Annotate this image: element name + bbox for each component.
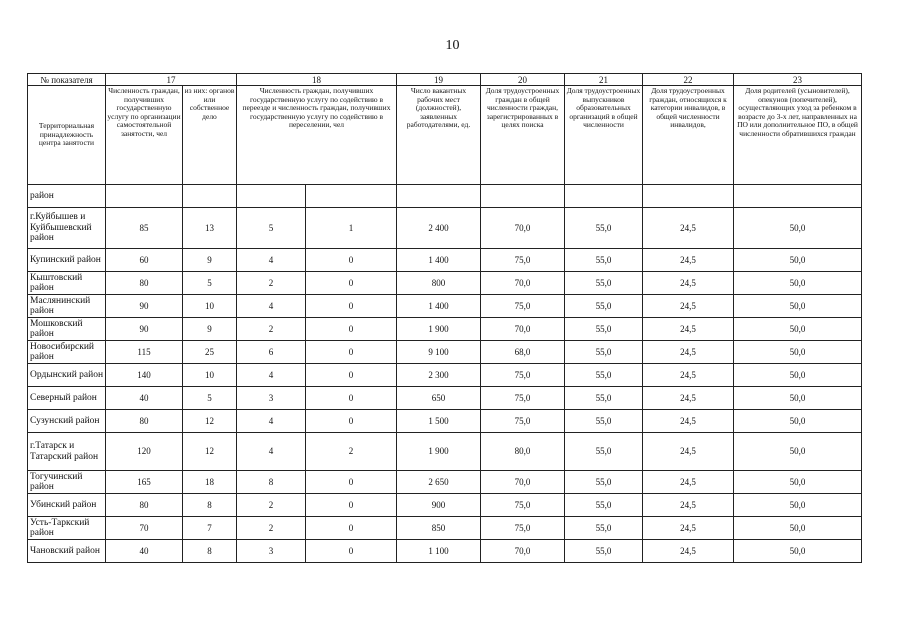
cell-col23: 50,0 [734,364,862,387]
cell-col18b: 0 [306,295,397,318]
cell-col20: 75,0 [481,517,565,540]
cell-col21: 55,0 [565,208,643,249]
empty-cell [397,185,481,208]
table-row [28,318,862,341]
territory-name: Новосибирский район [28,341,106,364]
col23-header [734,86,862,185]
cell-col20: 68,0 [481,341,565,364]
cell-col18a: 6 [237,341,306,364]
territory-name: Сузунский район [28,410,106,433]
cell-col18a: 4 [237,410,306,433]
cell-col23: 50,0 [734,517,862,540]
cell-col17: 90 [106,318,183,341]
table-row [28,272,862,295]
table-row [28,208,862,249]
empty-cell [643,185,734,208]
cell-col21: 55,0 [565,471,643,494]
cell-col23: 50,0 [734,471,862,494]
col18-header-text: Численность граждан, получивших государственную услугу по содействию в переезде и численность граждан, получивших государственную услугу по содействию в переселении, чел [242,86,391,130]
col-number-22: 22 [643,74,734,86]
cell-col18a: 4 [237,433,306,471]
cell-col19: 1 400 [397,249,481,272]
cell-col18a: 5 [237,208,306,249]
col23-header-text: Доля родителей (усыновителей), опекунов (попечителей), осуществляющих уход за ребенком в возрасте до 3-х лет, направленных на ПО или дополнительное ПО, в общей численности обратившихся граждан [737,86,858,138]
empty-cell [237,185,306,208]
cell-col21: 55,0 [565,249,643,272]
col-number-19: 19 [397,74,481,86]
cell-col23: 50,0 [734,433,862,471]
cell-col17: 80 [106,494,183,517]
cell-col17b: 12 [183,410,237,433]
table-row [28,364,862,387]
cell-col22: 24,5 [643,410,734,433]
col-number-23: 23 [734,74,862,86]
territory-name: Купинский район [28,249,106,272]
cell-col17: 165 [106,471,183,494]
cell-col18a: 4 [237,364,306,387]
territory-name: г.Татарск и Татарский район [28,433,106,471]
territory-name: Северный район [28,387,106,410]
col18-header [237,86,397,185]
territory-name: Мошковский район [28,318,106,341]
cell-col18b: 0 [306,494,397,517]
cell-col23: 50,0 [734,387,862,410]
cell-col17b: 9 [183,318,237,341]
table-row [28,249,862,272]
cell-col17: 40 [106,387,183,410]
cell-col21: 55,0 [565,494,643,517]
cell-col17b: 18 [183,471,237,494]
cell-col21: 55,0 [565,433,643,471]
table-row [28,341,862,364]
cell-col17: 70 [106,517,183,540]
cell-col21: 55,0 [565,364,643,387]
cell-col22: 24,5 [643,364,734,387]
cell-col17b: 5 [183,387,237,410]
cell-col20: 70,0 [481,318,565,341]
cell-col21: 55,0 [565,295,643,318]
cell-col22: 24,5 [643,341,734,364]
col22-header [643,86,734,185]
cell-col21: 55,0 [565,318,643,341]
cell-col18a: 3 [237,540,306,563]
header-row [28,86,862,185]
table-row [28,433,862,471]
cell-col22: 24,5 [643,208,734,249]
table-row [28,494,862,517]
col17b-header [183,86,237,185]
cell-col22: 24,5 [643,272,734,295]
territory-name: Чановский район [28,540,106,563]
cell-col17b: 5 [183,272,237,295]
col22-header-text: Доля трудоустроенных граждан, относящихся к категории инвалидов, в общей численности инвалидов, [649,86,727,130]
continuation-label: район [28,185,106,208]
cell-col21: 55,0 [565,517,643,540]
column-index-row [28,74,862,86]
territory-name: Убинский район [28,494,106,517]
indicator-label: № показателя [28,74,106,86]
cell-col17: 115 [106,341,183,364]
cell-col18b: 0 [306,387,397,410]
cell-col23: 50,0 [734,249,862,272]
territory-name: Тогучинский район [28,471,106,494]
table-row [28,387,862,410]
cell-col18b: 0 [306,249,397,272]
table-row [28,517,862,540]
cell-col19: 9 100 [397,341,481,364]
cell-col22: 24,5 [643,494,734,517]
cell-col23: 50,0 [734,540,862,563]
cell-col17b: 25 [183,341,237,364]
empty-cell [481,185,565,208]
territory-name: Усть-Таркский район [28,517,106,540]
cell-col21: 55,0 [565,341,643,364]
cell-col18a: 4 [237,249,306,272]
cell-col23: 50,0 [734,208,862,249]
cell-col18b: 0 [306,471,397,494]
cell-col18a: 2 [237,517,306,540]
col-number-21: 21 [565,74,643,86]
cell-col19: 1 100 [397,540,481,563]
col21-header-text: Доля трудоустроенных выпускников образовательных организаций в общей численности [566,86,641,130]
col17-header [106,86,183,185]
cell-col18a: 8 [237,471,306,494]
cell-col23: 50,0 [734,272,862,295]
cell-col20: 75,0 [481,494,565,517]
cell-col17: 40 [106,540,183,563]
cell-col19: 2 650 [397,471,481,494]
cell-col17: 120 [106,433,183,471]
empty-cell [734,185,862,208]
cell-col17b: 9 [183,249,237,272]
territory-name: г.Куйбышев и Куйбышевский район [28,208,106,249]
empty-cell [306,185,397,208]
cell-col18b: 0 [306,517,397,540]
territory-name: Кыштовский район [28,272,106,295]
page-number: 10 [445,38,460,53]
col-number-20: 20 [481,74,565,86]
territory-header: Территориальная принадлежность центра занятости [28,86,106,185]
col-number-17: 17 [106,74,237,86]
cell-col23: 50,0 [734,341,862,364]
cell-col18b: 1 [306,208,397,249]
cell-col17b: 7 [183,517,237,540]
cell-col17: 80 [106,272,183,295]
cell-col18b: 0 [306,540,397,563]
cell-col17b: 10 [183,364,237,387]
cell-col19: 1 500 [397,410,481,433]
table-row [28,410,862,433]
cell-col17: 60 [106,249,183,272]
empty-cell [565,185,643,208]
cell-col23: 50,0 [734,295,862,318]
table-row [28,471,862,494]
cell-col22: 24,5 [643,295,734,318]
cell-col23: 50,0 [734,410,862,433]
col17-header-text: Численность граждан, получивших государственную услугу по организации самостоятельной занятости, чел [107,86,181,138]
cell-col18a: 2 [237,318,306,341]
cell-col20: 75,0 [481,387,565,410]
cell-col18b: 0 [306,410,397,433]
cell-col21: 55,0 [565,387,643,410]
cell-col22: 24,5 [643,433,734,471]
territory-name: Ордынский район [28,364,106,387]
cell-col21: 55,0 [565,272,643,295]
cell-col20: 75,0 [481,364,565,387]
cell-col22: 24,5 [643,387,734,410]
cell-col19: 850 [397,517,481,540]
cell-col21: 55,0 [565,410,643,433]
cell-col19: 2 300 [397,364,481,387]
col21-header [565,86,643,185]
cell-col20: 75,0 [481,249,565,272]
cell-col18a: 3 [237,387,306,410]
cell-col17b: 13 [183,208,237,249]
territory-name: Маслянинский район [28,295,106,318]
col20-header [481,86,565,185]
cell-col19: 2 400 [397,208,481,249]
cell-col20: 75,0 [481,295,565,318]
cell-col17b: 8 [183,540,237,563]
col-number-18: 18 [237,74,397,86]
empty-cell [106,185,183,208]
col19-header [397,86,481,185]
cell-col18b: 0 [306,364,397,387]
table-row [28,295,862,318]
col17b-header-text: из них: органов или собственное дело [184,86,235,121]
cell-col17b: 8 [183,494,237,517]
table-row [28,540,862,563]
cell-col19: 1 400 [397,295,481,318]
cell-col19: 1 900 [397,433,481,471]
cell-col18a: 2 [237,494,306,517]
cell-col23: 50,0 [734,318,862,341]
cell-col18a: 2 [237,272,306,295]
cell-col18b: 0 [306,318,397,341]
continuation-row [28,185,862,208]
cell-col18b: 0 [306,272,397,295]
cell-col23: 50,0 [734,494,862,517]
cell-col20: 70,0 [481,272,565,295]
empty-cell [183,185,237,208]
cell-col19: 900 [397,494,481,517]
cell-col22: 24,5 [643,318,734,341]
cell-col17b: 12 [183,433,237,471]
cell-col17: 90 [106,295,183,318]
col19-header-text: Число вакантных рабочих мест (должностей), заявленных работодателями, ед. [406,86,471,130]
cell-col20: 75,0 [481,410,565,433]
cell-col17: 85 [106,208,183,249]
statistics-table [27,73,862,563]
cell-col20: 70,0 [481,471,565,494]
cell-col20: 80,0 [481,433,565,471]
cell-col19: 1 900 [397,318,481,341]
cell-col17: 80 [106,410,183,433]
cell-col20: 70,0 [481,540,565,563]
cell-col18a: 4 [237,295,306,318]
cell-col18b: 0 [306,341,397,364]
cell-col19: 650 [397,387,481,410]
cell-col18b: 2 [306,433,397,471]
cell-col21: 55,0 [565,540,643,563]
cell-col22: 24,5 [643,249,734,272]
cell-col22: 24,5 [643,471,734,494]
cell-col20: 70,0 [481,208,565,249]
cell-col17: 140 [106,364,183,387]
cell-col22: 24,5 [643,540,734,563]
col20-header-text: Доля трудоустроенных граждан в общей численности граждан, зарегистрированных в целях поиска [485,86,560,130]
cell-col19: 800 [397,272,481,295]
cell-col17b: 10 [183,295,237,318]
cell-col22: 24,5 [643,517,734,540]
